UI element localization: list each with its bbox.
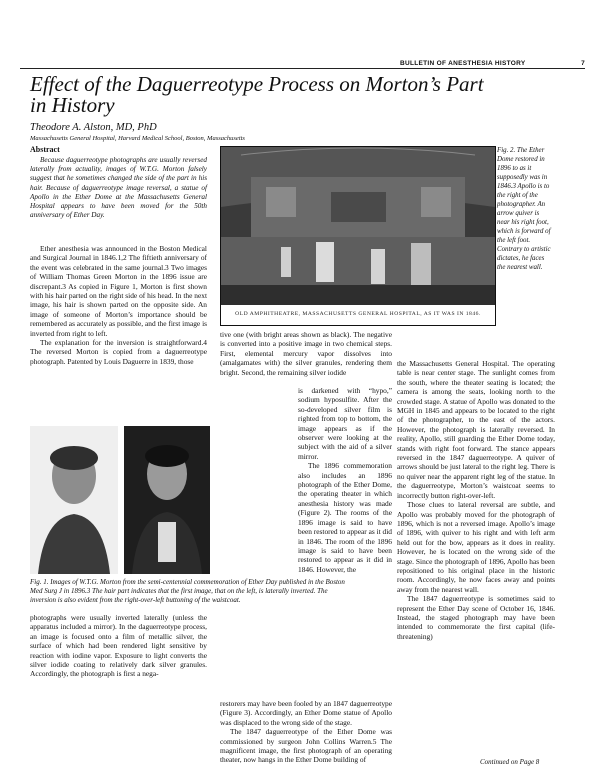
journal-name: BULLETIN OF ANESTHESIA HISTORY	[400, 60, 526, 67]
paragraph: The 1847 daguerreotype of the Ether Dome was commissioned by surgeon John Collins Warren.5 The magnificent image, the first photograph of an operating theater, now hangs in the Ether Dome building of	[220, 727, 392, 765]
author-line: Theodore A. Alston, MD, PhD	[30, 122, 157, 133]
paragraph: The 1896 commemoration also includes an 1896 photograph of the Ether Dome, the operating theater in which anesthesia history was made (Figure 2). The rooms of the 1896 image is said to have been restored to appear as it did in 1846. The room of the 1896 image is said to have been restored to appear as it did in 1846. However, the	[298, 461, 392, 574]
running-header	[400, 60, 585, 67]
figure-1-caption: Fig. 1. Images of W.T.G. Morton from the semi-centennial commemoration of Ether Day published in the Boston Med Surg J in 1896.3 The hair part indicates that the first image, that on the left, is laterally inverted. The inversion is also evident from the right-over-left buttoning of the waistcoat.	[30, 578, 345, 604]
paragraph: Ether anesthesia was announced in the Boston Medical and Surgical Journal in 1846.1,2 The fiftieth anniversary of the event was celebrated in the same journal.3 Two images of William Thomas Green Morton in the 1896 issue are discrepant.3 As copied in Figure 1, Morton is first shown with his hair parted on the right side of his head. In the next image, his hair is shown parted on the opposite side. An image of someone of Morton’s importance should be remembered as accurately as possible, and the first image is inverted from right to left.	[30, 244, 207, 338]
paragraph: The explanation for the inversion is straightforward.4 The reversed Morton is copied from a daguerreotype photograph. Patented by Louis Daguerre in 1839, those	[30, 338, 207, 366]
column-2-bottom-text	[220, 699, 392, 765]
column-2-top-text: tive one (with bright areas shown as black). The negative is converted into a positive image in two chemical steps. First, elemental mercury vapor dissolves into (amalgamates with) the silver granules, rendering them bright. Second, the remaining silver iodide	[220, 330, 392, 377]
column-1-continuation: photographs were usually inverted laterally (unless the apparatus included a mirror). In the daguerreotype process, an image is focused onto a film of metallic silver, the surface of which had been rendered light sensitive by reaction with iodine vapor. Exposure to light converts the silver iodide coating to relatively dark silver granules. Accordingly, the photograph is first a nega-	[30, 613, 207, 679]
affiliation-line: Massachusetts General Hospital, Harvard Medical School, Boston, Massachusetts	[30, 135, 245, 142]
column-3-text	[397, 359, 555, 641]
figure-2-inner-caption: OLD AMPHITHEATRE, MASSACHUSETTS GENERAL HOSPITAL, AS IT WAS IN 1846.	[235, 311, 481, 317]
paragraph: The 1847 daguerreotype is sometimes said to represent the Ether Day scene of October 16, 1846. Instead, the staged photograph may have been intended to commemorate the first capital (life-threatening)	[397, 594, 555, 641]
column-1-text	[30, 244, 207, 366]
page-number: 7	[581, 60, 585, 67]
paragraph: Those clues to lateral reversal are subtle, and Apollo was probably moved for the photograph of 1896, which is not a reversed image. Apollo’s image of 1896, with quiver to his right and with left arm held out for the bow, appears as it does in reality. However, he is located on the wrong side of the stage. Since the photograph of 1896, Apollo has been repositioned to his original place in the historic room. Accordingly, he now faces away and points away from the nearest wall.	[397, 500, 555, 594]
figure-2-caption: Fig. 2. The Ether Dome restored in 1896 to as it supposedly was in 1846.3 Apollo is to the right of the photographer. An arrow quiver is near his right foot, which is forward of the left foot. Contrary to artistic dictates, he faces the nearest wall.	[497, 147, 551, 271]
abstract-heading: Abstract	[30, 145, 60, 154]
column-2-narrow-text	[298, 386, 392, 574]
morton-portraits-illustration	[30, 426, 210, 574]
paragraph: the Massachusetts General Hospital. The operating table is near center stage. The sunlight comes from the south, where the theater seating is located; the camera is among the seats, looking north to the crowded stage. A statue of Apollo was donated to the MGH in 1845 and appears to be located to the right of the photographer, to the east of the actors. However, the photograph is laterally reversed. In reality, Apollo, still guarding the Ether Dome today, stands with right foot forward. The stance appears reversed in the 1847 daguerreotype. A quiver of arrows should be just lateral to the right leg. There is no quiver near the apparent right leg of the statue. In the daguerreotype, Morton’s waistcoat seems to incorrectly button right-over-left.	[397, 359, 555, 500]
figure-1-morton-portraits	[30, 426, 210, 574]
figure-2-ether-dome-photo	[220, 146, 496, 326]
paragraph: is darkened with “hypo,” sodium hyposulfite. After the so-developed silver film is righted from top to bottom, the image appears as if the observer were looking at the subject with the aid of a silver mirror.	[298, 386, 392, 461]
article-title: Effect of the Daguerreotype Process on Morton’s Part in History	[30, 72, 484, 117]
abstract-text: Because daguerreotype photographs are usually reversed laterally from actuality, images of W.T.G. Morton falsely suggest that he sometimes changed the side of the part in his hair. Because of daguerreotype image reversal, a statue of Apollo in the Ether Dome at the Massachusetts General Hospital appears to have been moved for the 50th anniversary of Ether Day.	[30, 156, 207, 220]
paragraph: restorers may have been fooled by an 1847 daguerreotype (Figure 3). Accordingly, an Ether Dome statue of Apollo was displaced to the wrong side of the stage.	[220, 699, 392, 727]
header-rule	[20, 68, 585, 69]
ether-dome-illustration	[221, 147, 495, 325]
continued-note: Continued on Page 8	[480, 758, 540, 766]
